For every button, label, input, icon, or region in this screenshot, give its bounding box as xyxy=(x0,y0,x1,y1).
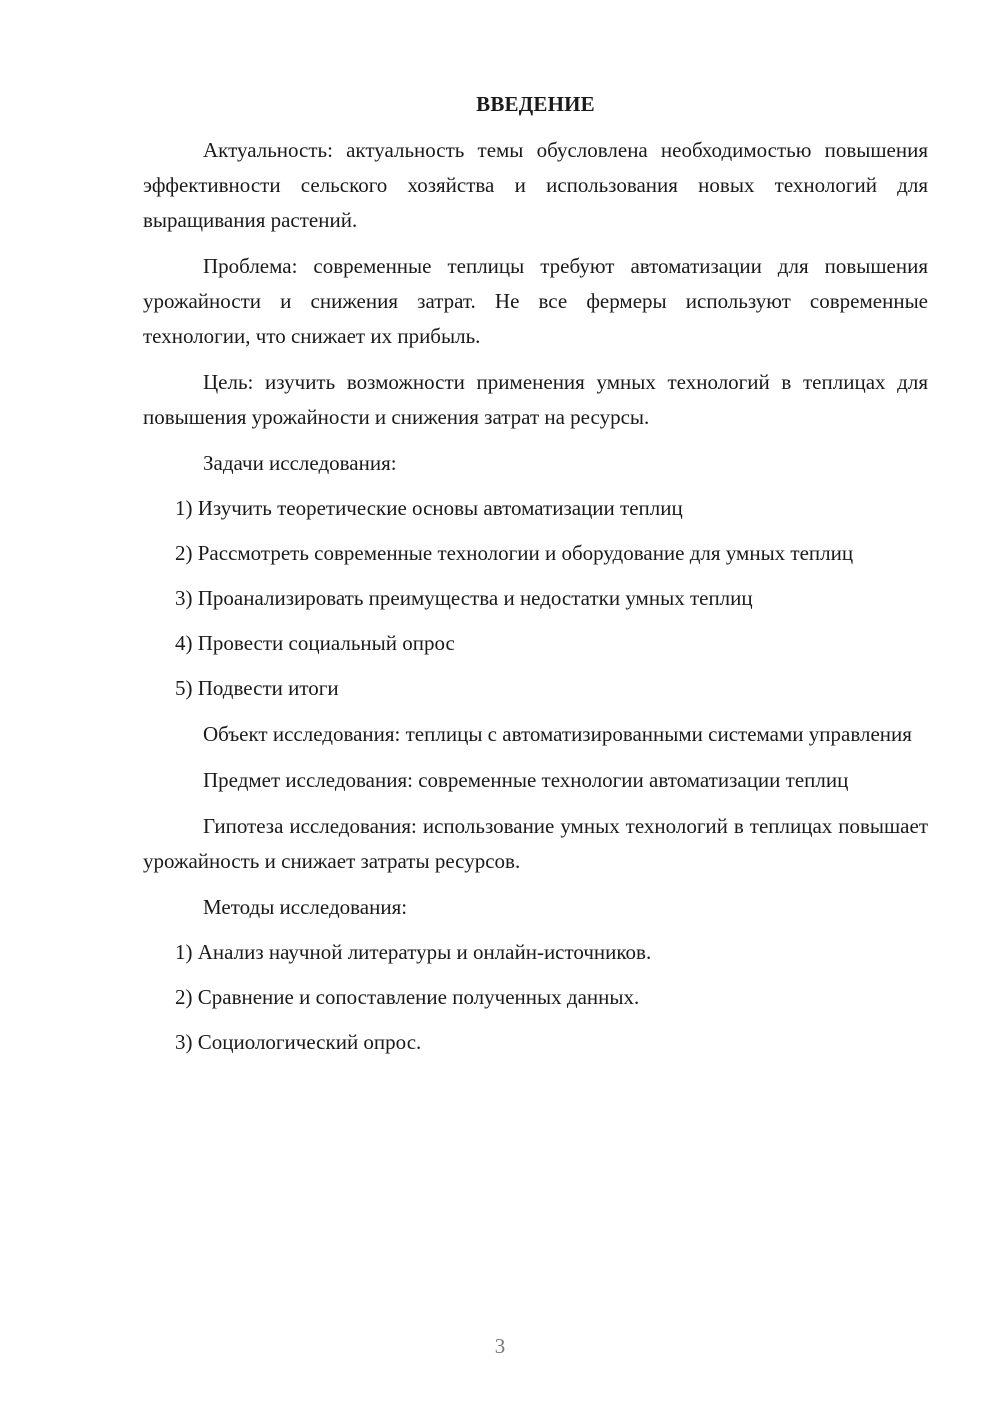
page-number: 3 xyxy=(494,1334,506,1358)
method-item: 3) Социологический опрос. xyxy=(175,1030,422,1054)
task-item: 3) Проанализировать преимущества и недостатки умных теплиц xyxy=(175,586,753,610)
task-item: 2) Рассмотреть современные технологии и оборудование для умных теплиц xyxy=(175,541,854,565)
tasks-heading: Задачи исследования: xyxy=(203,451,397,475)
task-item: 5) Подвести итоги xyxy=(175,676,339,700)
subject-paragraph: Предмет исследования: современные технологии автоматизации теплиц xyxy=(203,768,849,792)
problem-paragraph: Проблема: современные теплицы требуют автоматизации для повышения урожайности и снижения затрат. Не все фермеры используют современные технологии, что снижает их прибыль. xyxy=(143,254,928,348)
method-item: 1) Анализ научной литературы и онлайн-источников. xyxy=(175,940,652,964)
object-paragraph: Объект исследования: теплицы с автоматизированными системами управления xyxy=(203,722,912,746)
task-item: 1) Изучить теоретические основы автоматизации теплиц xyxy=(175,496,683,520)
relevance-paragraph: Актуальность: актуальность темы обусловлена необходимостью повышения эффективности сельского хозяйства и использования новых технологий для выращивания растений. xyxy=(143,138,928,232)
methods-heading: Методы исследования: xyxy=(203,895,408,919)
document-title: ВВЕДЕНИЕ xyxy=(476,92,595,116)
goal-paragraph: Цель: изучить возможности применения умных технологий в теплицах для повышения урожайности и снижения затрат на ресурсы. xyxy=(143,370,928,429)
method-item: 2) Сравнение и сопоставление полученных данных. xyxy=(175,985,640,1009)
document-page xyxy=(143,92,928,1060)
task-item: 4) Провести социальный опрос xyxy=(175,631,455,655)
hypothesis-paragraph: Гипотеза исследования: использование умных технологий в теплицах повышает урожайность и снижает затраты ресурсов. xyxy=(143,814,928,873)
